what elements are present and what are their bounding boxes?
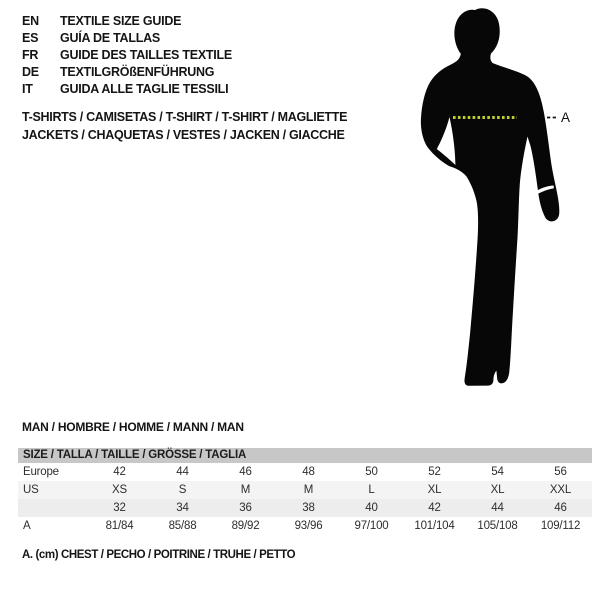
table-row-us-numeric [18,499,592,517]
size-cell: 36 [239,502,252,514]
size-cell: XL [427,484,442,496]
size-cell: 105/108 [477,520,518,532]
size-cell: XXL [549,484,572,496]
size-cell: 42 [428,502,441,514]
language-row-fr [22,47,232,64]
row-label-blank [18,499,88,517]
size-cell: 44 [176,466,189,478]
size-cell: 44 [491,502,504,514]
language-code: ES [22,31,39,45]
size-cell: 54 [491,466,504,478]
product-line-tshirts: T-SHIRTS / CAMISETAS / T-SHIRT / T-SHIRT / MAGLIETTE [22,110,348,124]
language-row-es [22,30,232,47]
size-cell: 56 [554,466,567,478]
language-row-de [22,64,232,81]
size-cell: 97/100 [354,520,389,532]
size-cell: 38 [302,502,315,514]
language-code: IT [22,82,33,96]
size-table [18,448,592,535]
table-row-a-chest [18,517,592,535]
footnote-chest-measure: A. (cm) CHEST / PECHO / POITRINE / TRUHE / PETTO [22,549,296,561]
table-row-europe [18,463,592,481]
size-cell: XS [112,484,127,496]
size-cell: 109/112 [540,520,581,532]
language-label: GUÍA DE TALLAS [60,31,160,45]
size-cell: 46 [239,466,252,478]
language-code: FR [22,48,39,62]
row-label-a: A [23,520,31,532]
size-cell: 46 [554,502,567,514]
size-cell: 32 [113,502,126,514]
language-row-it [22,81,232,98]
language-code: EN [22,14,39,28]
product-line-jackets: JACKETS / CHAQUETAS / VESTES / JACKEN / GIACCHE [22,128,345,142]
language-label: GUIDE DES TAILLES TEXTILE [60,48,233,62]
size-cell: 85/88 [168,520,197,532]
size-cell: M [240,484,251,496]
size-cell: 50 [365,466,378,478]
table-row-us [18,481,592,499]
language-code: DE [22,65,39,79]
size-cell: 81/84 [105,520,134,532]
size-cell: 42 [113,466,126,478]
man-silhouette-svg [390,0,600,410]
size-cell: 40 [365,502,378,514]
size-cell: L [368,484,375,496]
size-cell: 93/96 [294,520,323,532]
size-table-header: SIZE / TALLA / TAILLE / GRÖSSE / TAGLIA [18,448,592,463]
row-label-europe: Europe [23,466,59,478]
size-cell: M [303,484,314,496]
size-cell: 89/92 [231,520,260,532]
size-cell: 101/104 [414,520,455,532]
language-label: TEXTILE SIZE GUIDE [60,14,182,28]
row-label-us: US [23,484,39,496]
size-cell: XL [490,484,505,496]
section-title-man: MAN / HOMBRE / HOMME / MANN / MAN [22,420,244,434]
size-cell: 52 [428,466,441,478]
language-row-en [22,13,232,30]
product-category-lines [22,108,347,144]
language-list [22,13,232,98]
man-silhouette [421,8,559,386]
man-silhouette-figure [390,0,600,410]
language-label: TEXTILGRÖßENFÜHRUNG [60,65,215,79]
size-cell: 48 [302,466,315,478]
size-cell: 34 [176,502,189,514]
language-label: GUIDA ALLE TAGLIE TESSILI [60,82,229,96]
size-cell: S [178,484,187,496]
measurement-label-a: A [561,110,571,125]
